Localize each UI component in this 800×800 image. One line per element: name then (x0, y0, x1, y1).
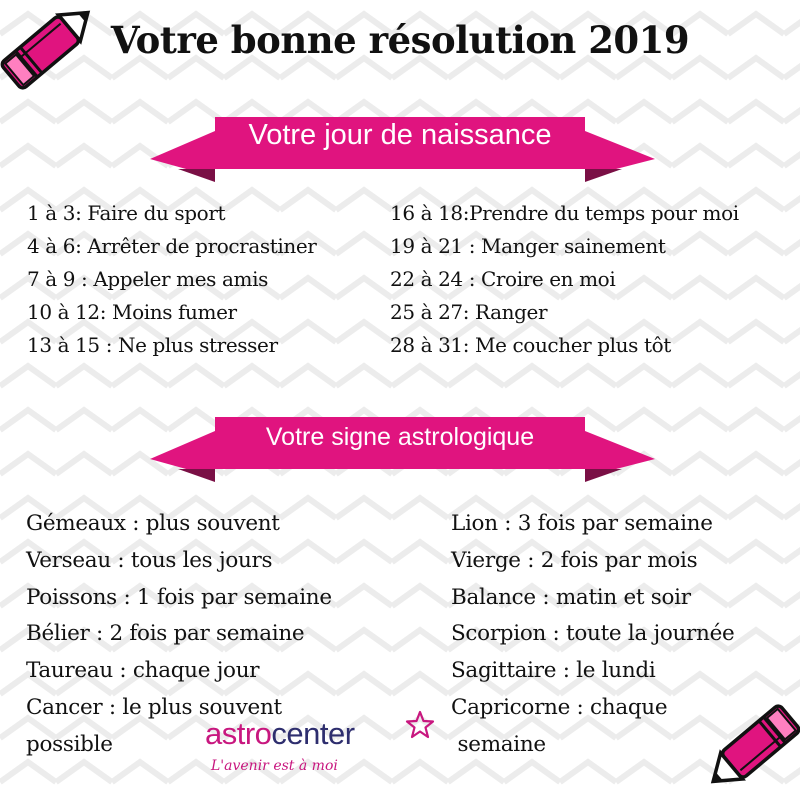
list-item: Vierge : 2 fois par mois (451, 547, 698, 573)
list-item: 1 à 3: Faire du sport (27, 201, 226, 225)
list-item: 22 à 24 : Croire en moi (390, 267, 616, 291)
list-item: 19 à 21 : Manger sainement (390, 234, 666, 258)
list-item: Verseau : tous les jours (26, 547, 273, 573)
list-item: 16 à 18:Prendre du temps pour moi (390, 201, 739, 225)
list-item: 10 à 12: Moins fumer (27, 300, 237, 324)
list-item: Scorpion : toute la journée (451, 621, 735, 647)
list-item: possible (26, 731, 113, 757)
list-item: Capricorne : chaque (451, 694, 668, 720)
pencil-icon (695, 698, 800, 800)
logo-part-center: center (271, 716, 355, 751)
list-item: 13 à 15 : Ne plus stresser (27, 333, 278, 357)
page-title: Votre bonne résolution 2019 (110, 18, 690, 62)
list-item: semaine (451, 731, 546, 757)
ribbon-banner-birthday (0, 115, 800, 185)
ribbon-label: Votre signe astrologique (265, 423, 535, 451)
astrocenter-logo (205, 716, 435, 786)
list-item: Poissons : 1 fois par semaine (26, 584, 332, 610)
list-item: Taureau : chaque jour (26, 658, 260, 684)
list-item: Balance : matin et soir (451, 584, 691, 610)
logo-part-astro: astro (205, 716, 272, 751)
star-icon (405, 710, 435, 740)
ribbon-label: Votre jour de naissance (248, 119, 552, 151)
logo-wordmark (205, 716, 355, 752)
list-item: 7 à 9 : Appeler mes amis (27, 267, 268, 291)
list-item: Bélier : 2 fois par semaine (26, 621, 305, 647)
list-item: 25 à 27: Ranger (390, 300, 548, 324)
list-item: Lion : 3 fois par semaine (451, 511, 713, 536)
list-item: 28 à 31: Me coucher plus tôt (390, 333, 671, 357)
birthday-list-left (27, 197, 316, 362)
list-item: Cancer : le plus souvent (26, 694, 282, 720)
zodiac-list-right (451, 506, 734, 764)
birthday-list-right (390, 197, 739, 362)
list-item: Sagittaire : le lundi (451, 658, 656, 684)
list-item: Gémeaux : plus souvent (26, 511, 280, 536)
logo-tagline: L'avenir est à moi (211, 758, 338, 774)
list-item: 4 à 6: Arrêter de procrastiner (27, 234, 317, 258)
ribbon-banner-zodiac (0, 415, 800, 485)
